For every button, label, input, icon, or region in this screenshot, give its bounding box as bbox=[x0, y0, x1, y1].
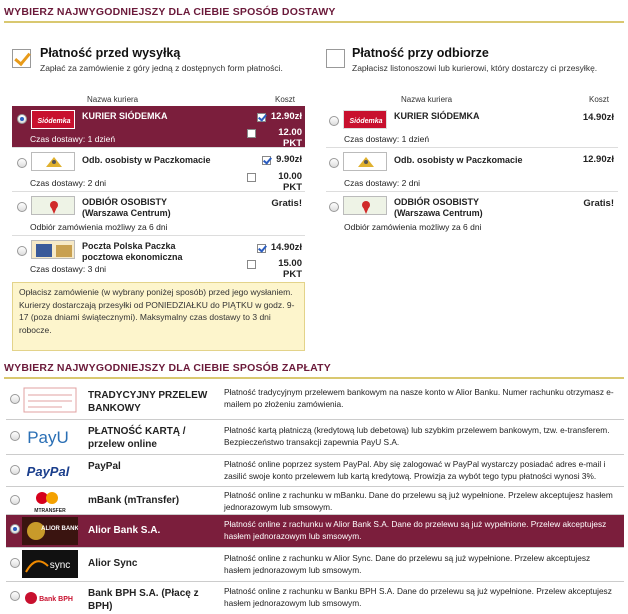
payment-radio-paypal[interactable] bbox=[10, 465, 20, 475]
payment-name-payu: PŁATNOŚĆ KARTĄ / przelew online bbox=[88, 426, 186, 450]
cod-checkbox[interactable] bbox=[326, 49, 345, 68]
prepay-checkbox[interactable] bbox=[12, 49, 31, 68]
prepay-col-name: Nazwa kuriera bbox=[87, 95, 139, 104]
svg-text:MTRANSFER: MTRANSFER bbox=[34, 508, 66, 514]
delivery-section-header: WYBIERZ NAJWYGODNIEJSZY DLA CIEBIE SPOSÓB DOSTAWY bbox=[4, 6, 624, 23]
prepay-price-siodemka: 12.90zł bbox=[270, 111, 302, 122]
cod-title: Płatność przy odbiorze bbox=[352, 46, 489, 60]
poczta-polska-logo bbox=[31, 240, 75, 259]
payment-row-alior[interactable] bbox=[6, 515, 624, 548]
prepay-points-cb-paczkomat[interactable] bbox=[247, 173, 256, 182]
payment-radio-mbank[interactable] bbox=[10, 495, 20, 505]
prepay-subtitle: Zapłać za zamówienie z góry jedną z dostępnych form płatności. bbox=[40, 63, 283, 73]
payment-desc-mbank: Płatność online z rachunku w mBanku. Dane do przelewu są już wypełnione. Przelew akceptujesz hasłem jednorazowym lub smsowym. bbox=[224, 490, 613, 512]
payment-name-alior-sync: Alior Sync bbox=[88, 558, 138, 569]
cod-radio-siodemka[interactable] bbox=[329, 116, 339, 126]
map-pin-logo bbox=[343, 196, 387, 215]
prepay-radio-odbior[interactable] bbox=[17, 202, 27, 212]
alior-logo bbox=[22, 517, 78, 545]
prepay-price-odbior: Gratis! bbox=[271, 198, 302, 209]
payment-row-mbank[interactable] bbox=[6, 487, 624, 515]
payment-row-bph[interactable] bbox=[6, 582, 624, 611]
payment-name-alior: Alior Bank S.A. bbox=[88, 525, 161, 536]
prepay-points-cb-poczta[interactable] bbox=[247, 260, 256, 269]
prepay-points-paczkomat: 10.00 PKT bbox=[278, 171, 302, 193]
payment-desc-alior-sync: Płatność online z rachunku w Alior Sync. Dane do przelewu są już wypełnione. Przelew akceptujesz hasłem jednorazowym lub smsowym. bbox=[224, 553, 591, 575]
prepay-row-siodemka[interactable] bbox=[12, 106, 305, 148]
prepay-radio-siodemka[interactable] bbox=[17, 114, 27, 124]
svg-text:sync: sync bbox=[49, 560, 71, 571]
cod-name-paczkomat: Odb. osobisty w Paczkomacie bbox=[394, 155, 523, 165]
cod-radio-odbior[interactable] bbox=[329, 202, 339, 212]
mtransfer-logo bbox=[22, 487, 78, 515]
prepay-name-poczta: Poczta Polska Paczka pocztowa ekonomiczna bbox=[82, 241, 183, 262]
alior-sync-logo bbox=[22, 550, 78, 578]
cod-subtitle: Zapłacisz listonoszowi lub kurierowi, który dostarczy ci przesyłkę. bbox=[352, 63, 598, 73]
svg-text:Siódemka: Siódemka bbox=[37, 118, 71, 125]
payu-logo bbox=[22, 423, 78, 451]
cod-row-paczkomat[interactable] bbox=[326, 148, 618, 192]
cod-name-siodemka: KURIER SIÓDEMKA bbox=[394, 111, 480, 121]
prepay-price-paczkomat: 9.90zł bbox=[276, 154, 302, 165]
cod-price-paczkomat: 12.90zł bbox=[582, 154, 614, 165]
payment-name-transfer: TRADYCYJNY PRZELEW BANKOWY bbox=[88, 390, 208, 414]
prepay-radio-poczta[interactable] bbox=[17, 246, 27, 256]
bph-logo bbox=[22, 584, 78, 612]
payment-row-payu[interactable] bbox=[6, 420, 624, 455]
prepay-info-box: Opłacisz zamówienie (w wybrany poniżej sposób) przed jego wysłaniem. Kurierzy dostarczają przesyłki od PONIEDZIAŁKU do PIĄTKU w godz. 9-17 (poza dniami świątecznymi). Maksymalny czas dostawy to 3 dni robocze. bbox=[12, 282, 305, 351]
prepay-col-cost: Koszt bbox=[275, 95, 296, 104]
cod-name-odbior: ODBIÓR OSOBISTY (Warszawa Centrum) bbox=[394, 197, 483, 218]
prepay-cash-cb-poczta[interactable] bbox=[257, 244, 266, 253]
cod-col-name: Nazwa kuriera bbox=[401, 95, 453, 104]
prepay-time-odbior: Odbiór zamówienia możliwy za 6 dni bbox=[30, 222, 168, 232]
prepay-points-siodemka: 12.00 PKT bbox=[278, 127, 302, 149]
prepay-name-paczkomat: Odb. osobisty w Paczkomacie bbox=[82, 155, 211, 165]
map-pin-logo bbox=[31, 196, 75, 215]
payment-name-bph: Bank BPH S.A. (Płacę z BPH) bbox=[88, 588, 199, 612]
prepay-name-odbior: ODBIÓR OSOBISTY (Warszawa Centrum) bbox=[82, 197, 171, 218]
payment-section-header: WYBIERZ NAJWYGODNIEJSZY DLA CIEBIE SPOSÓB ZAPŁATY bbox=[4, 362, 624, 379]
siodemka-logo bbox=[31, 110, 75, 129]
payment-desc-paypal: Płatność online poprzez system PayPal. Aby się zalogować w PayPal wystarczy posiadać adres e-mail i zasilić swoje konto przelewem lub kartą kredytową. Prowizja za wybót tego typu płatności wynosi 3%. bbox=[224, 459, 606, 481]
prepay-radio-paczkomat[interactable] bbox=[17, 158, 27, 168]
prepay-cash-cb-siodemka[interactable] bbox=[257, 113, 266, 122]
prepay-row-odbior[interactable] bbox=[12, 192, 305, 236]
bank-transfer-logo bbox=[22, 386, 78, 414]
cod-row-odbior[interactable] bbox=[326, 192, 618, 236]
cod-time-siodemka: Czas dostawy: 1 dzień bbox=[344, 134, 430, 144]
cod-price-siodemka: 14.90zł bbox=[582, 112, 614, 123]
payment-desc-bph: Płatność online z rachunku w Banku BPH S.A. Dane do przelewu są już wypełnione. Przelew akceptujesz hasłem jednorazowym lub smsowym. bbox=[224, 586, 612, 608]
payment-name-paypal: PayPal bbox=[88, 461, 121, 472]
svg-text:Bank BPH: Bank BPH bbox=[39, 596, 73, 603]
payment-name-mbank: mBank (mTransfer) bbox=[88, 495, 180, 506]
payment-desc-payu: Płatność kartą płatniczą (kredytową lub debetową) lub szybkim przelewem bankowym, tzw. e-transferem. Bezpieczeństwo transakcji zapewnia PayU S.A. bbox=[224, 425, 610, 447]
cod-price-odbior: Gratis! bbox=[583, 198, 614, 209]
payment-radio-alior[interactable] bbox=[10, 524, 20, 534]
payment-radio-bph[interactable] bbox=[10, 591, 20, 601]
payment-row-transfer[interactable] bbox=[6, 382, 624, 420]
prepay-points-cb-siodemka[interactable] bbox=[247, 129, 256, 138]
prepay-price-poczta: 14.90zł bbox=[270, 242, 302, 253]
svg-text:PayPal: PayPal bbox=[26, 464, 70, 479]
paczkomat-logo bbox=[31, 152, 75, 171]
svg-text:Siódemka: Siódemka bbox=[349, 118, 383, 125]
prepay-row-poczta[interactable] bbox=[12, 236, 305, 278]
payment-radio-payu[interactable] bbox=[10, 431, 20, 441]
cod-row-siodemka[interactable] bbox=[326, 106, 618, 148]
prepay-cash-cb-paczkomat[interactable] bbox=[262, 156, 271, 165]
svg-text:PayU: PayU bbox=[27, 428, 69, 447]
prepay-time-poczta: Czas dostawy: 3 dni bbox=[30, 264, 107, 274]
paczkomat-logo bbox=[343, 152, 387, 171]
payment-row-alior-sync[interactable] bbox=[6, 548, 624, 582]
cod-radio-paczkomat[interactable] bbox=[329, 158, 339, 168]
prepay-time-paczkomat: Czas dostawy: 2 dni bbox=[30, 178, 107, 188]
cod-time-odbior: Odbiór zamówienia możliwy za 6 dni bbox=[344, 222, 482, 232]
payment-desc-transfer: Płatność tradycyjnym przelewem bankowym na nasze konto w Alior Banku. Numer rachunku otrzymasz e-mailem po złożeniu zamówienia. bbox=[224, 387, 614, 409]
svg-text:ALIOR BANK: ALIOR BANK bbox=[41, 526, 78, 532]
prepay-title: Płatność przed wysyłką bbox=[40, 46, 181, 60]
prepay-time-siodemka: Czas dostawy: 1 dzień bbox=[30, 134, 116, 144]
payment-desc-alior: Płatność online z rachunku w Alior Bank S.A. Dane do przelewu są już wypełnione. Przelew akceptujesz hasłem jednorazowym lub smsowym. bbox=[224, 519, 607, 541]
prepay-points-poczta: 15.00 PKT bbox=[278, 258, 302, 280]
payment-radio-alior-sync[interactable] bbox=[10, 558, 20, 568]
paypal-logo bbox=[22, 457, 78, 485]
prepay-name-siodemka: KURIER SIÓDEMKA bbox=[82, 111, 168, 121]
payment-row-paypal[interactable] bbox=[6, 455, 624, 487]
prepay-row-paczkomat[interactable] bbox=[12, 148, 305, 192]
payment-radio-transfer[interactable] bbox=[10, 394, 20, 404]
cod-col-cost: Koszt bbox=[589, 95, 610, 104]
siodemka-logo bbox=[343, 110, 387, 129]
cod-time-paczkomat: Czas dostawy: 2 dni bbox=[344, 178, 421, 188]
